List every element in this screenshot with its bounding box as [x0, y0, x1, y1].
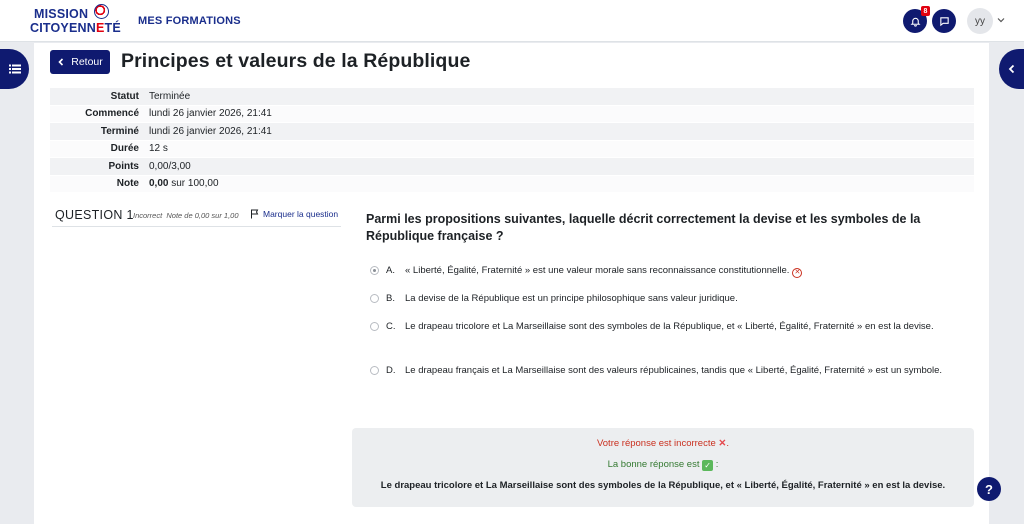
course-index-toggle[interactable] [0, 49, 29, 89]
feedback-panel [352, 428, 974, 507]
radio-button[interactable] [370, 366, 379, 375]
brand-line-2: CITOYENNETÉ [30, 21, 121, 35]
summary-key: Terminé [100, 125, 139, 137]
summary-value: lundi 26 janvier 2026, 21:41 [149, 125, 272, 137]
chevron-left-icon [57, 58, 65, 66]
messages-button[interactable] [932, 9, 956, 33]
list-icon [9, 63, 21, 75]
flag-icon [250, 209, 260, 219]
answer-letter: B. [386, 293, 395, 304]
top-navbar [0, 0, 1024, 42]
summary-key: Note [116, 178, 139, 190]
summary-row [50, 175, 974, 193]
back-button[interactable] [50, 50, 110, 74]
chevron-down-icon[interactable] [996, 15, 1006, 25]
answer-text: « Liberté, Égalité, Fraternité » est une valeur morale sans reconnaissance constitutionnelle. ✕ [405, 263, 945, 278]
summary-row [50, 157, 974, 175]
summary-row [50, 105, 974, 123]
brand-logo[interactable] [30, 4, 121, 38]
user-avatar[interactable]: yy [967, 8, 993, 34]
summary-key: Statut [110, 90, 139, 102]
summary-key: Points [108, 160, 139, 172]
page-title: Principes et valeurs de la République [121, 50, 471, 72]
back-button-label: Retour [71, 56, 103, 68]
summary-value: 12 s [149, 143, 168, 155]
flag-question-link[interactable]: Marquer la question [250, 209, 338, 219]
radio-button[interactable] [370, 322, 379, 331]
chevron-left-icon [1007, 64, 1017, 74]
bell-icon [910, 16, 921, 27]
summary-row [50, 87, 974, 105]
correct-answer-text: Le drapeau tricolore et La Marseillaise sont des symboles de la République, et « Liberté, Égalité, Fraternité » en est la devise. [380, 480, 946, 491]
incorrect-feedback: Votre réponse est incorrecte ✕. [596, 438, 730, 449]
summary-value: 0,00/3,00 [149, 160, 191, 172]
answer-text: Le drapeau français et La Marseillaise sont des valeurs républicaines, tandis que « Liberté, Égalité, Fraternité » est un symbole. [405, 365, 943, 376]
summary-row [50, 122, 974, 140]
brand-line-1: MISSION [34, 7, 89, 21]
answer-letter: C. [386, 321, 396, 332]
attempt-summary-table [50, 87, 974, 192]
incorrect-icon: ✕ [792, 268, 802, 278]
answer-letter: A. [386, 265, 395, 276]
nav-mes-formations[interactable]: MES FORMATIONS [138, 15, 241, 27]
correct-answer-intro: La bonne réponse est ✓ : [607, 459, 719, 470]
summary-value: 0,00 sur 100,00 [149, 178, 219, 190]
summary-key: Commencé [85, 108, 139, 120]
question-info [52, 207, 341, 227]
notifications-button[interactable] [903, 9, 927, 33]
answer-text: Le drapeau tricolore et La Marseillaise sont des symboles de la République, et « Liberté, Égalité, Fraternité » en est la devise. [405, 321, 934, 332]
radio-button[interactable] [370, 294, 379, 303]
chat-icon [939, 16, 950, 27]
brand-emblem-icon [94, 4, 109, 19]
summary-value: lundi 26 janvier 2026, 21:41 [149, 108, 272, 120]
check-icon: ✓ [702, 460, 713, 471]
notification-count-badge: 8 [921, 6, 930, 16]
block-drawer-toggle[interactable] [999, 49, 1024, 89]
answer-letter: D. [386, 365, 396, 376]
summary-value: Terminée [149, 90, 191, 102]
help-button[interactable]: ? [977, 477, 1001, 501]
summary-row [50, 140, 974, 158]
main-content [34, 43, 989, 524]
radio-button[interactable] [370, 266, 379, 275]
answer-text: La devise de la République est un principe philosophique sans valeur juridique. [405, 293, 738, 304]
question-number: QUESTION 1 [55, 208, 134, 222]
question-text: Parmi les propositions suivantes, laquelle décrit correctement la devise et les symboles de la République française ? [366, 212, 921, 243]
cross-icon: ✕ [718, 438, 727, 449]
summary-key: Durée [110, 143, 139, 155]
question-state: Incorrect Note de 0,00 sur 1,00 [133, 211, 239, 220]
